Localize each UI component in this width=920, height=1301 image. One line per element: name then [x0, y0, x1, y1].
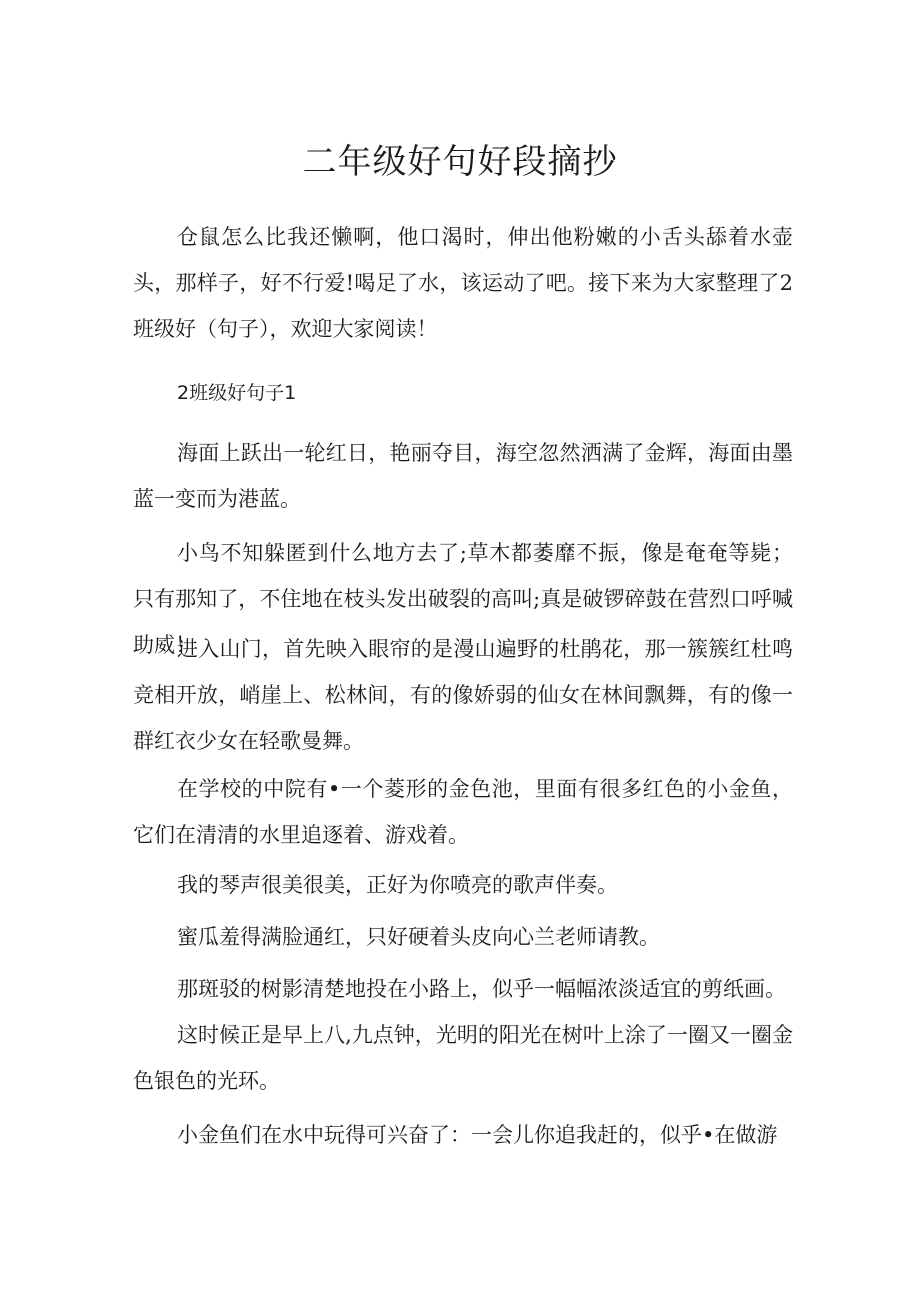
paragraph-1: 海面上跃出一轮红日，艳丽夺目，海空忽然洒满了金辉，海面由墨蓝一变而为港蓝。: [133, 441, 793, 511]
paragraph-8: 这时候正是早上八,九点钟，光明的阳光在树叶上涂了一圈又一圈金色银色的光环。: [133, 1023, 793, 1093]
paragraph-4: 在学校的中院有•一个菱形的金色池，里面有很多红色的小金鱼，它们在清清的水里追逐着、游戏着。: [133, 777, 793, 847]
paragraph-9: 小金鱼们在水中玩得可兴奋了：一会儿你追我赶的，似乎•在做游: [177, 1123, 778, 1147]
paragraph-7: 那斑驳的树影清楚地投在小路上，似乎一幅幅浓淡适宜的剪纸画。: [177, 977, 786, 1001]
section-heading: 2班级好句子1: [177, 382, 297, 404]
paragraph-3: 进入山门，首先映入眼帘的是漫山遍野的杜鹃花，那一簇簇红杜鸣竞相开放，峭崖上、松林间，有的像娇弱的仙女在林间飘舞，有的像一群红衣少女在轻歌曼舞。: [133, 637, 793, 753]
paragraph-6: 蜜瓜羞得满脸通红，只好硬着头皮向心兰老师请教。: [177, 925, 660, 949]
paragraph-5: 我的琴声很美很美，正好为你喷亮的歌声伴奏。: [177, 873, 618, 897]
paragraph-2: 小鸟不知躲匿到什么地方去了;草木都萎靡不振，像是奄奄等毙；只有那知了，不住地在枝头发出破裂的高叫;真是破锣碎鼓在营烈口呼喊助威！: [133, 541, 793, 657]
document-title: 二年级好句好段摘抄: [302, 142, 618, 182]
intro-paragraph: 仓鼠怎么比我还懒啊，他口渴时，伸出他粉嫩的小舌头舔着水壶头，那样子，好不行爱!喝足了水，该运动了吧。接下来为大家整理了2班级好（句子），欢迎大家阅读！: [133, 225, 793, 341]
